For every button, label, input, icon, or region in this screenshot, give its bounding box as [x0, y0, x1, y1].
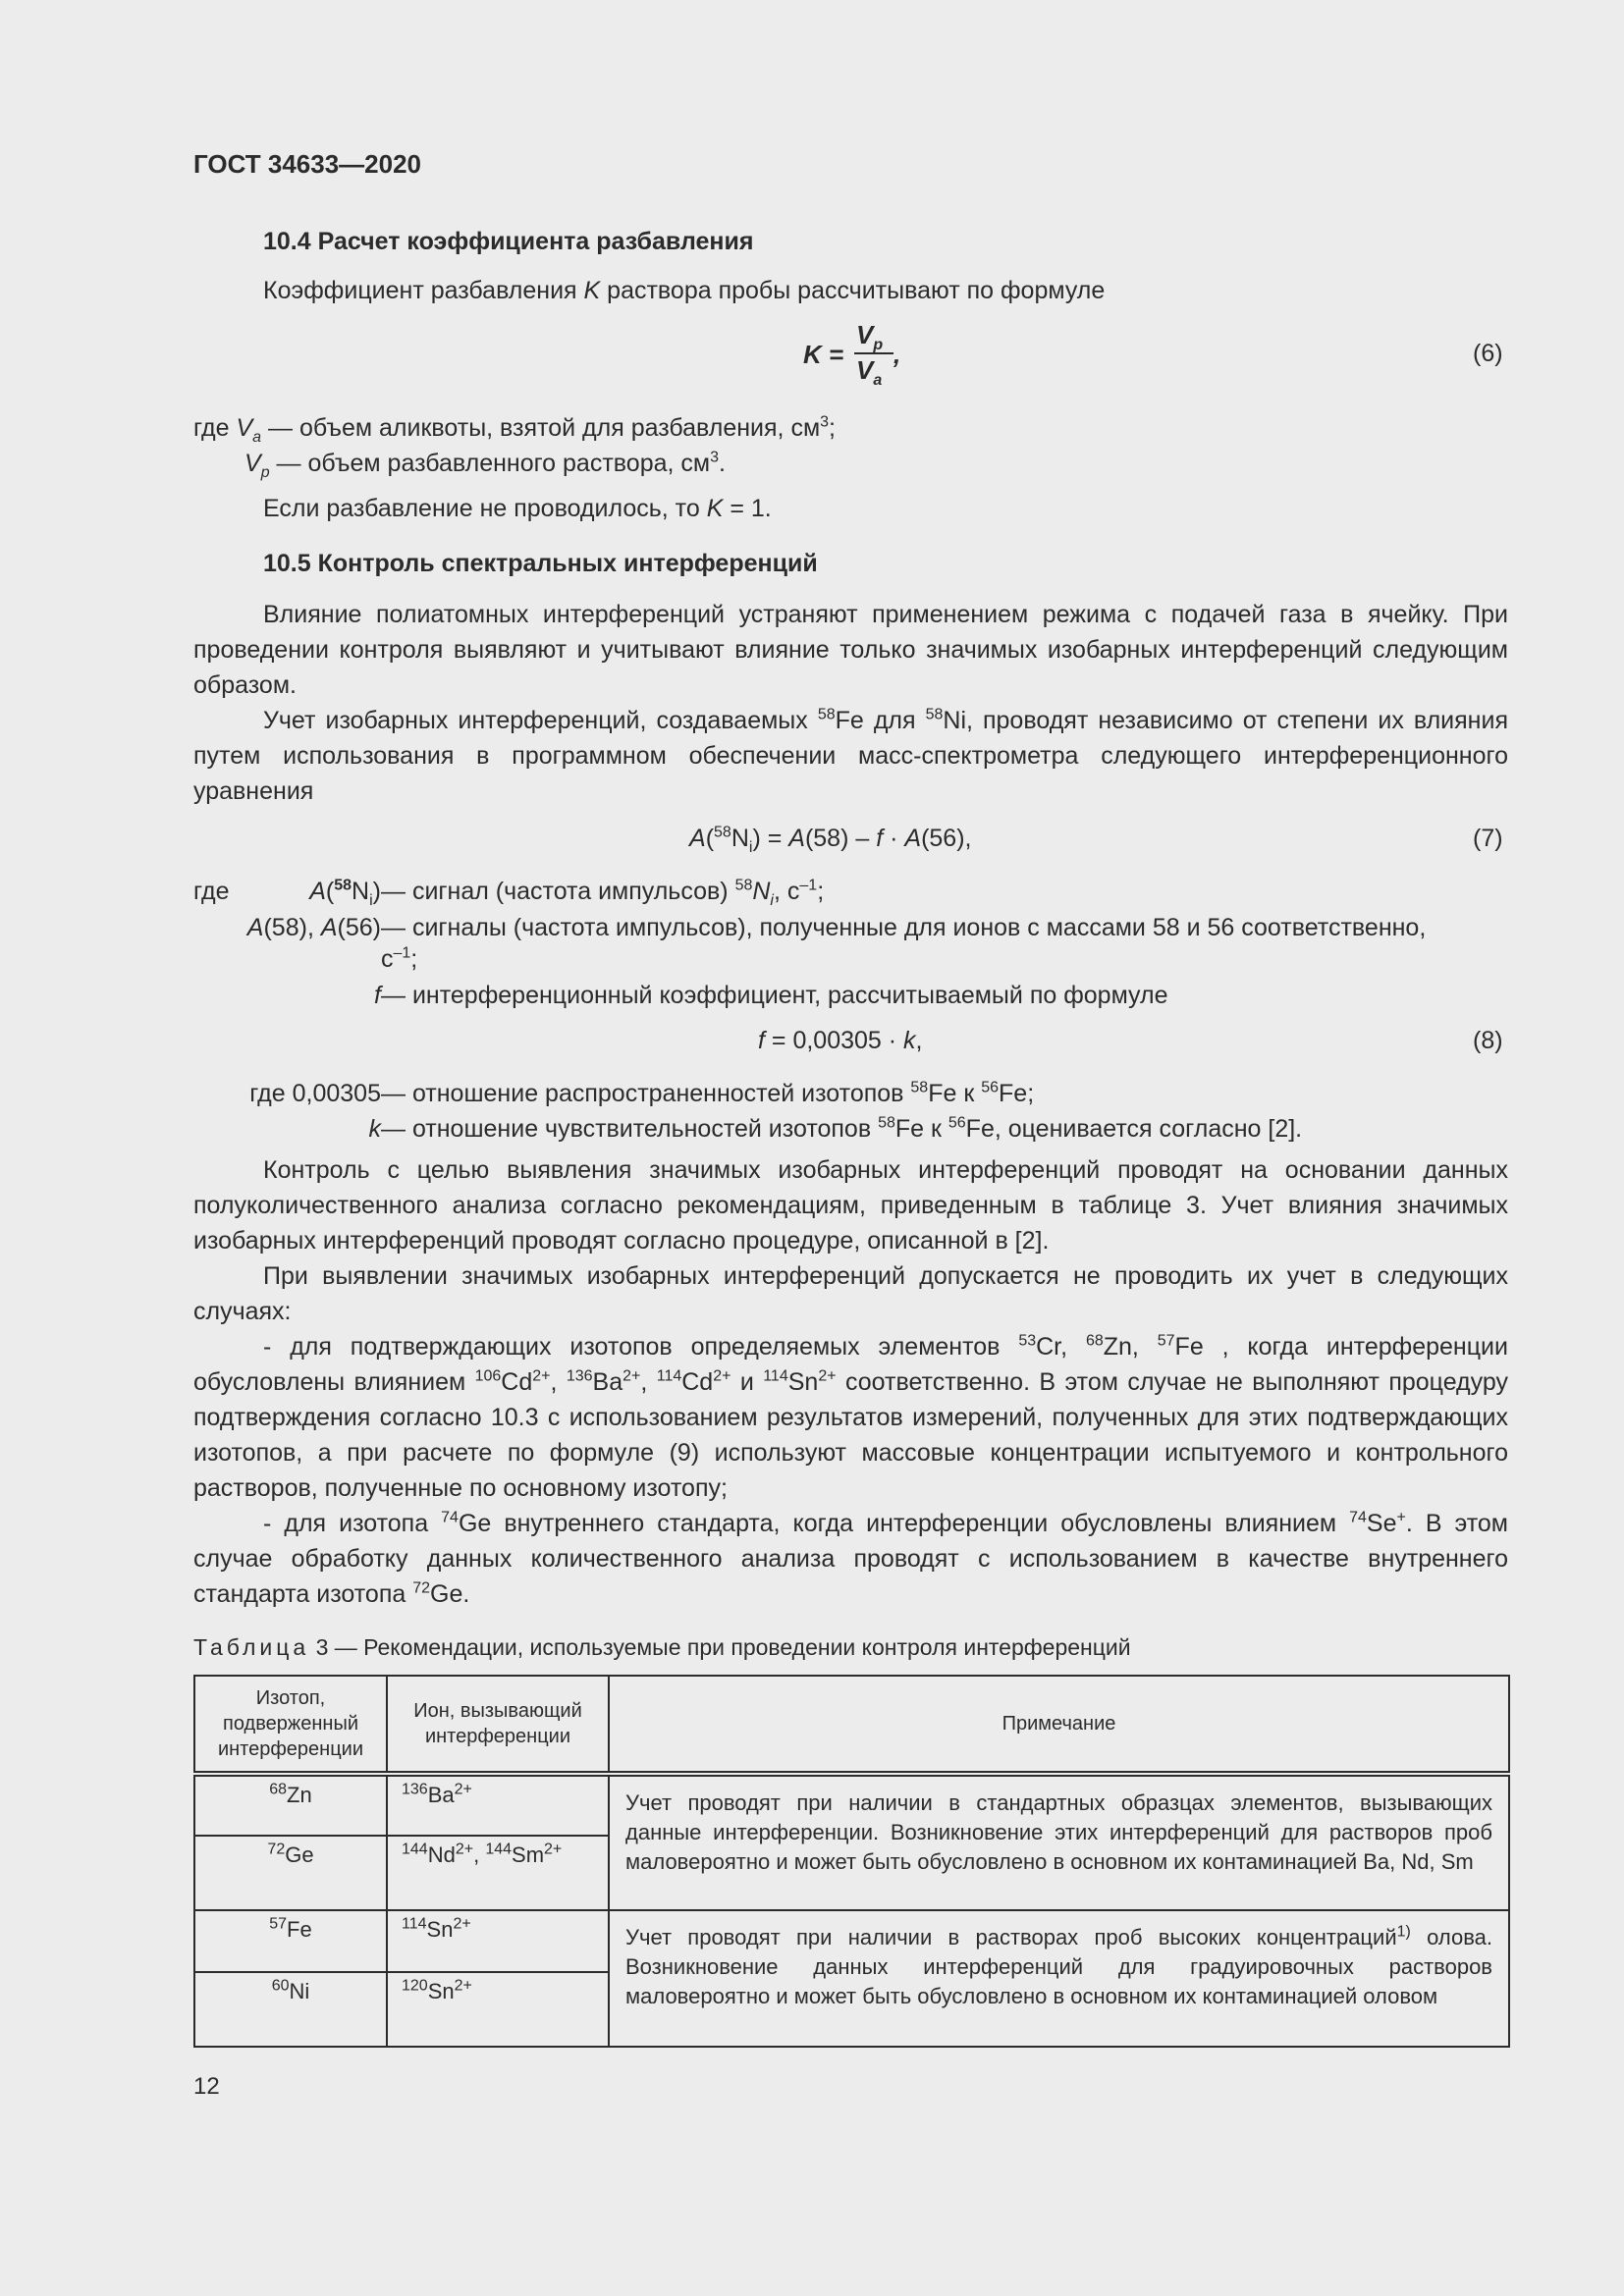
cell-isotope: $^{60}$Ni — [194, 1972, 387, 2047]
table-header-row — [194, 1676, 1509, 1774]
cell-ion: $^{120}Sn^{2+}$ — [387, 1972, 609, 2047]
cell-ion: $^{114}Sn^{2+}$ — [387, 1910, 609, 1972]
where-0-00305-symbol: где 0,00305 — [249, 1080, 381, 1107]
formula-8: f = 0,00305 · k, — [758, 1027, 923, 1054]
table-row — [194, 1910, 1509, 1972]
formula-7-number: (7) — [1473, 825, 1503, 852]
paragraph-control: Контроль с целью выявления значимых изобарных интерференций проводят на основании данных полуколичественного анализа согласно рекомендациям, приведенным в таблице 3. Учет влияния значимых изобарных интерференций проводят согласно процедуре, описанной в [2]. — [193, 1156, 1508, 1255]
where-a58-a56-symbol: A(58), A(56) — [246, 914, 381, 941]
section-10-4-intro: Коэффициент разбавления K раствора пробы рассчитывают по формуле — [263, 277, 1106, 304]
paragraph-isobaric: Учет изобарных интерференций, создаваемых $^{58}$Fe для $^{58}$Ni, проводят независимо от степени их влияния путем использования в программном обеспечении масс-спектрометра следующего интерференционного уравнения — [193, 706, 1508, 805]
table-3-caption: Таблица 3 — Рекомендации, используемые при проведении контроля интерференций — [193, 1634, 1131, 1660]
where-vp: $V_p$ — объем разбавленного раствора, $см^3$. — [244, 449, 726, 481]
formula-7: $A(^{58}N_i) = A(58) - f \cdot A(56)$, — [689, 824, 972, 856]
cell-isotope: $^{68}$Zn — [194, 1774, 387, 1836]
where-label: где — [193, 878, 230, 905]
list-item-internal-standard: - для изотопа $^{74}$Ge внутреннего стандарта, когда интерференции обусловлены влиянием $^{74}$Se+. В этом случае обработку данных количественного анализа проводят с использованием в качестве внутреннего стандарта изотопа $^{72}$Ge. — [193, 1509, 1508, 1608]
cell-ion: $^{136}Ba^{2+}$ — [387, 1774, 609, 1836]
page-number: 12 — [193, 2073, 220, 2100]
where-a58-a56-unit: $с^{-1}$; — [381, 944, 418, 973]
formula-8-number: (8) — [1473, 1027, 1503, 1054]
where-f-symbol: f — [374, 982, 381, 1009]
where-a58ni-text: — сигнал (частота импульсов) $^{58}N_i$, $с^{-1}$; — [381, 877, 825, 909]
paragraph-exceptions: При выявлении значимых изобарных интерференций допускается не проводить их учет в следующих случаях: — [193, 1262, 1508, 1325]
section-10-5-title: 10.5 Контроль спектральных интерференций — [263, 550, 818, 577]
document-page: ГОСТ 34633—2020 10.4 Расчет коэффициента разбавления Коэффициент разбавления K раствора пробы рассчитывают по формуле K = $V_p$ $V_a$ , (6) где $V_a$ — объем аликвоты, взятой для разбавления, $см^3$; $V_p$ — объем разбавленного раствора, $см^3$. Если разбавление не проводилось, то K = 1. 10.5 Контроль спектральных интерференций Влияние полиатомных интерференций устраняют применением режима с подачей газа в ячейку. При проведении контроля выявляют и учитывают влияние только значимых изобарных интерференций следующим образом. Учет изобарных интерференций, создаваемых $^{58}$Fe для $^{58}$Ni, проводят независимо от степени их влияния путем использования в программном обеспечении масс-спектрометра следующего интерференционного уравнения $A(^{58}N_i) = A(58) - f \cdot A(56)$, (7) где $A(^{58}N_i)$ — сигнал (частота импульсов) $^{58}N_i$, $с^{-1}$; A(58), A(56) — сигналы (частота импульсов), полученные для ионов с массами 58 и 56 соответственно, $с^{-1}$; f — интерференционный коэффициент, рассчитываемый по формуле f = 0,00305 · k, (8) где 0,00305 — отношение распространенностей изотопов $^{58}$Fe к $^{56}$Fe; k — отношение чувствительностей изотопов $^{58}$Fe к $^{56}$Fe, оценивается согласно [2]. Контроль с целью выявления значимых изобарных интерференций проводят на основании данных полуколичественного анализа согласно рекомендациям, приведенным в таблице 3. Учет влияния значимых изобарных интерференций проводят согласно процедуре, описанной в [2]. При выявлении значимых изобарных интерференций допускается не проводить их учет в следующих случаях: - для подтверждающих изотопов определяемых элементов $^{53}$Cr, $^{68}$Zn, $^{57}$Fe , когда интерференции обусловлены влиянием $^{106}Cd^{2+}$, $^{136}Ba^{2+}$, $^{114}Cd^{2+}$ и $^{114}Sn^{2+}$ соответственно. В этом случае не выполняют процедуру подтверждения согласно 10.3 с использованием результатов измерений, полученных для этих подтверждающих изотопов, а при расчете по формуле (9) используют массовые концентрации испытуемого и контрольного растворов, полученные по основному изотопу; - для изотопа $^{74}$Ge внутреннего стандарта, когда интерференции обусловлены влиянием $^{74}$Se+. В этом случае обработку данных количественного анализа проводят с использованием в качестве внутреннего стандарта изотопа $^{72}$Ge. Таблица 3 — Рекомендации, используемые при проведении контроля интерференций Изотоп, подверженный интерференции Ион, вызывающий интерференции Примечание $^{68}$Zn $^{136}Ba^{2+}$ Учет проводят при наличии в стандартных образцах элементов, вызывающих данные интерференции. Возникновение этих интерференций для растворов проб маловероятно и может быть обусловлено в основном их контаминацией Ba, Nd, Sm $^{72}$Ge $^{144}Nd^{2+}$, $^{144}Sm^{2+}$ $^{57}$Fe $^{114}Sn^{2+}$ Учет проводят при наличии в растворах проб высоких концентраций$^{1)}$ олова. Возникновение данных интерференций для градуировочных растворов маловероятно и может быть обусловлено в основном их контаминацией оловом $^{60}$Ni $^{120}Sn^{2+}$ 12 — [0, 0, 1624, 2296]
where-f-text: — интерференционный коэффициент, рассчитываемый по формуле — [381, 982, 1168, 1009]
where-va: где $V_a$ — объем аликвоты, взятой для разбавления, $см^3$; — [193, 413, 836, 446]
header-ion: Ион, вызывающий интерференции — [387, 1676, 609, 1774]
section-10-4-title: 10.4 Расчет коэффициента разбавления — [263, 228, 754, 255]
cell-note: Учет проводят при наличии в растворах проб высоких концентраций$^{1)}$ олова. Возникновение данных интерференций для градуировочных растворов маловероятно и может быть обусловлено в основном их контаминацией оловом — [609, 1910, 1509, 2047]
no-dilution-note: Если разбавление не проводилось, то K = 1. — [263, 495, 772, 522]
where-a58ni-symbol: $A(^{58}N_i)$ — [309, 877, 381, 909]
table-row — [194, 1774, 1509, 1836]
cell-isotope: $^{57}$Fe — [194, 1910, 387, 1972]
paragraph-polyatomic: Влияние полиатомных интерференций устраняют применением режима с подачей газа в ячейку. При проведении контроля выявляют и учитывают влияние только значимых изобарных интерференций следующим образом. — [193, 601, 1508, 699]
header-isotope: Изотоп, подверженный интерференции — [194, 1676, 387, 1774]
list-item-confirming-isotopes: - для подтверждающих изотопов определяемых элементов $^{53}$Cr, $^{68}$Zn, $^{57}$Fe , когда интерференции обусловлены влиянием $^{106}Cd^{2+}$, $^{136}Ba^{2+}$, $^{114}Cd^{2+}$ и $^{114}Sn^{2+}$ соответственно. В этом случае не выполняют процедуру подтверждения согласно 10.3 с использованием результатов измерений, полученных для этих подтверждающих изотопов, а при расчете по формуле (9) используют массовые концентрации испытуемого и контрольного растворов, полученные по основному изотопу; — [193, 1332, 1508, 1502]
where-k-text: — отношение чувствительностей изотопов $^{58}$Fe к $^{56}$Fe, оценивается согласно [2]. — [381, 1114, 1303, 1143]
cell-note: Учет проводят при наличии в стандартных образцах элементов, вызывающих данные интерференции. Возникновение этих интерференций для растворов проб маловероятно и может быть обусловлено в основном их контаминацией Ba, Nd, Sm — [609, 1774, 1509, 1910]
cell-isotope: $^{72}$Ge — [194, 1836, 387, 1910]
document-code: ГОСТ 34633—2020 — [193, 149, 421, 179]
where-k-symbol: k — [368, 1115, 381, 1143]
table-3 — [193, 1675, 1510, 2048]
header-note: Примечание — [609, 1676, 1509, 1774]
fraction-bar — [854, 352, 893, 354]
where-a58-a56-text: — сигналы (частота импульсов), полученные для ионов с массами 58 и 56 соответственно, — [381, 914, 1427, 941]
where-0-00305-text: — отношение распространенностей изотопов $^{58}$Fe к $^{56}$Fe; — [381, 1079, 1035, 1107]
formula-6-number: (6) — [1473, 340, 1503, 367]
cell-ion: $^{144}Nd^{2+}$, $^{144}Sm^{2+}$ — [387, 1836, 609, 1910]
